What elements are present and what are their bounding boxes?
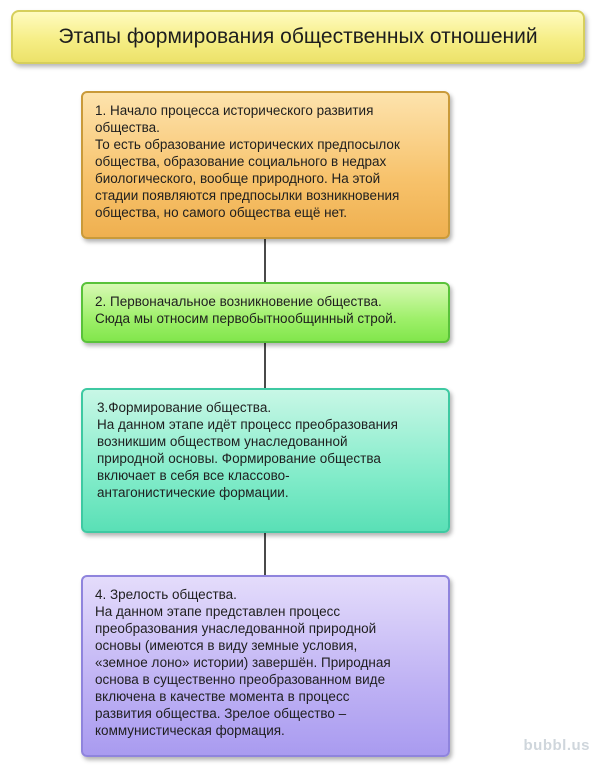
stage-4-line: коммунистическая формация. [95,723,285,738]
stage-4-line: преобразования унаследованной природной [95,621,377,636]
stage-3-line: природной основы. Формирование общества [97,451,381,466]
stage-1-line: 1. Начало процесса исторического развития [95,103,374,118]
stage-3-box [81,388,450,533]
stage-3-line: На данном этапе идёт процесс преобразования [97,417,398,432]
stage-1-line: общества, образование социального в недрах [95,154,387,169]
stage-4-line: На данном этапе представлен процесс [95,604,341,619]
stage-4-line: включена в качестве момента в процесс [95,689,350,704]
connector-3-4 [264,533,266,575]
connector-2-3 [264,343,266,388]
connector-1-2 [264,239,266,282]
stage-3-line: антагонистические формации. [97,485,289,500]
stage-4-line: «земное лоно» истории) завершён. Природная [95,655,391,670]
stage-2-line: Сюда мы относим первобытнообщинный строй. [95,311,397,326]
stage-2-line: 2. Первоначальное возникновение общества. [95,294,382,309]
stage-1-line: То есть образование исторических предпосылок [95,137,400,152]
stage-1-line: стадии появляются предпосылки возникновения [95,188,400,203]
stage-4-line: развития общества. Зрелое общество – [95,706,347,721]
stage-1-box [81,91,450,239]
stage-1-line: биологического, вообще природного. На этой [95,171,381,186]
stage-3-line: 3.Формирование общества. [97,400,272,415]
stage-4-line: основа в существенно преобразованном виде [95,672,386,687]
stage-4-line: 4. Зрелость общества. [95,587,237,602]
diagram-title: Этапы формирования общественных отношений [11,10,585,64]
stage-1-line: общества. [95,120,160,135]
stage-3-line: включает в себя все классово- [97,468,290,483]
stage-3-line: возникшим обществом унаследованной [97,434,348,449]
stage-4-line: основы (имеются в виду земные условия, [95,638,358,653]
watermark: bubbl.us [523,737,590,754]
stage-1-line: общества, но самого общества ещё нет. [95,205,348,220]
stage-2-box [81,282,450,343]
stage-4-box [81,575,450,757]
